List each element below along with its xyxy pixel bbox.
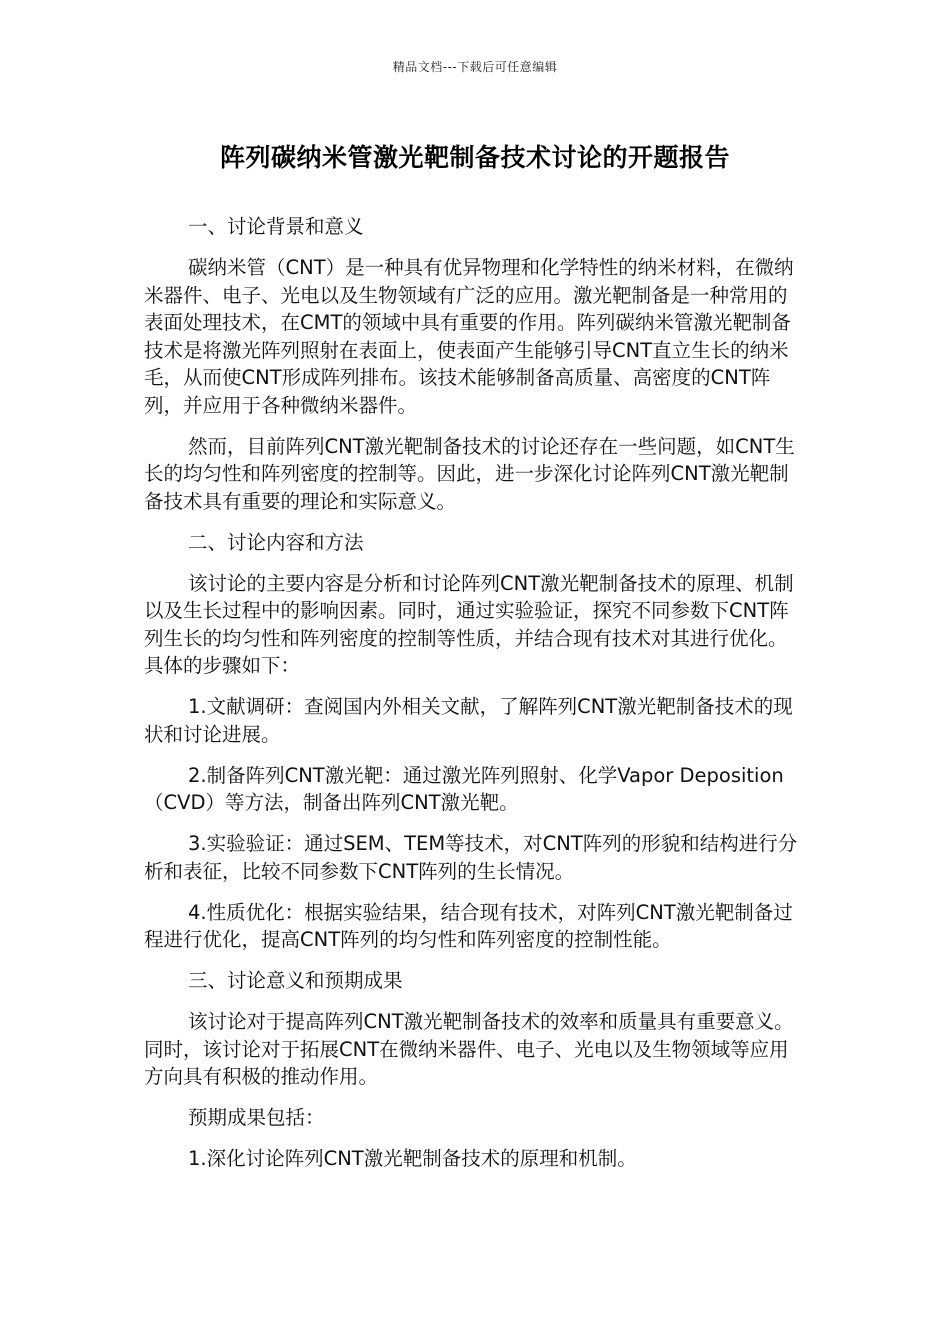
paragraph-content-method: 该讨论的主要内容是分析和讨论阵列CNT激光靶制备技术的原理、机制以及生长过程中的影响因素。同时，通过实验验证，探究不同参数下CNT阵列生长的均匀性和阵列密度的控制等性质，并结合现有技术对其进行优化。具体的步骤如下： xyxy=(144,571,794,677)
document-body xyxy=(144,213,806,1186)
paragraph-background-1: 碳纳米管（CNT）是一种具有优异物理和化学特性的纳米材料，在微纳米器件、电子、光电以及生物领域有广泛的应用。激光靶制备是一种常用的表面处理技术，在CMT的领域中具有重要的作用。阵列碳纳米管激光靶制备技术是将激光阵列照射在表面上，使表面产生能够引导CNT直立生长的纳米毛，从而使CNT形成阵列排布。该技术能够制备高质量、高密度的CNT阵列，并应用于各种微纳米器件。 xyxy=(144,256,794,417)
section-heading-significance: 三、讨论意义和预期成果 xyxy=(188,969,403,992)
step-item-3: 3.实验验证：通过SEM、TEM等技术，对CNT阵列的形貌和结构进行分析和表征，比较不同参数下CNT阵列的生长情况。 xyxy=(144,832,798,883)
expected-result-item-1: 1.深化讨论阵列CNT激光靶制备技术的原理和机制。 xyxy=(188,1147,637,1170)
section-heading-content-method: 二、讨论内容和方法 xyxy=(188,530,364,554)
document-title: 阵列碳纳米管激光靶制备技术讨论的开题报告 xyxy=(219,143,730,172)
paragraph-background-2: 然而，目前阵列CNT激光靶制备技术的讨论还存在一些问题，如CNT生长的均匀性和阵列密度的控制等。因此，进一步深化讨论阵列CNT激光靶制备技术具有重要的理论和实际意义。 xyxy=(144,434,795,513)
expected-results-intro: 预期成果包括： xyxy=(188,1106,325,1129)
section-heading-background: 一、讨论背景和意义 xyxy=(188,215,364,238)
paragraph-significance: 该讨论对于提高阵列CNT激光靶制备技术的效率和质量具有重要意义。同时，该讨论对于拓展CNT在微纳米器件、电子、光电以及生物领域等应用方向具有积极的推动作用。 xyxy=(144,1010,794,1088)
step-item-4: 4.性质优化：根据实验结果，结合现有技术，对阵列CNT激光靶制备过程进行优化，提高CNT阵列的均匀性和阵列密度的控制性能。 xyxy=(144,900,793,951)
step-item-2: 2.制备阵列CNT激光靶：通过激光阵列照射、化学Vapor Deposition（CVD）等方法，制备出阵列CNT激光靶。 xyxy=(144,763,784,814)
step-item-1: 1.文献调研：查阅国内外相关文献，了解阵列CNT激光靶制备技术的现状和讨论进展。 xyxy=(144,695,793,746)
page-header: 精品文档---下载后可任意编辑 xyxy=(392,60,558,74)
